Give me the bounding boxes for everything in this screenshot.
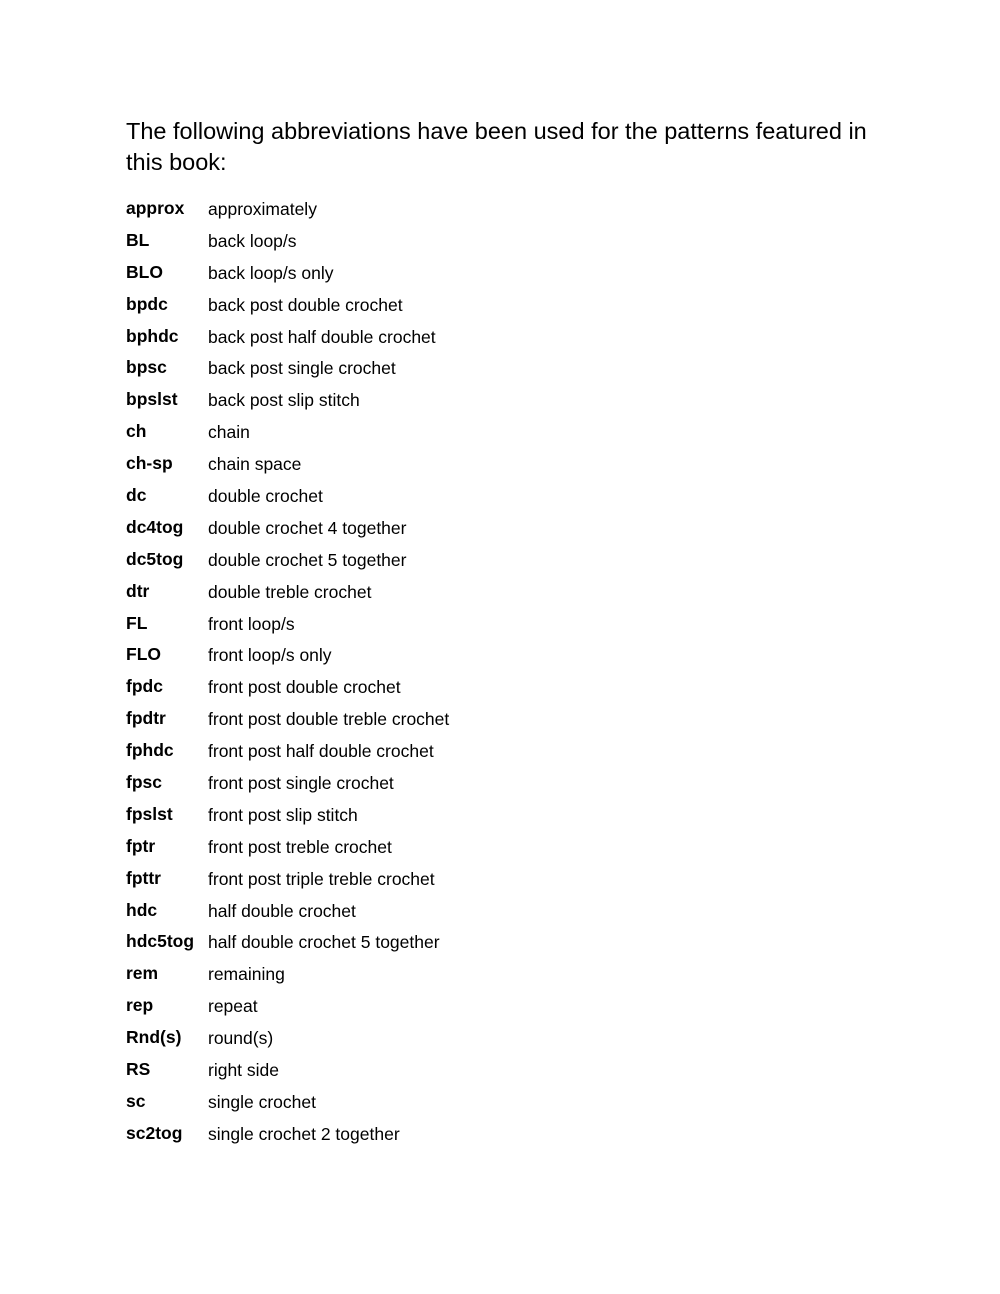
abbreviation-term: rem <box>126 963 159 984</box>
abbreviation-term: hdc5tog <box>126 931 195 952</box>
abbreviation-meaning: half double crochet <box>208 900 356 921</box>
abbreviation-meaning: back loop/s <box>208 230 297 251</box>
abbreviation-row <box>126 486 886 518</box>
abbreviation-meaning: front post double crochet <box>208 677 401 698</box>
abbreviation-term: fpslst <box>126 803 173 824</box>
abbreviation-term: RS <box>126 1059 151 1080</box>
abbreviation-row <box>126 677 886 709</box>
abbreviation-term: rep <box>126 995 154 1016</box>
abbreviation-meaning: chain <box>208 422 250 443</box>
abbreviation-row <box>126 837 886 869</box>
abbreviation-meaning: single crochet 2 together <box>208 1123 400 1144</box>
abbreviation-row <box>126 932 886 964</box>
abbreviation-meaning: single crochet <box>208 1091 316 1112</box>
abbreviation-term: fptr <box>126 835 156 856</box>
abbreviation-term: fpsc <box>126 772 162 793</box>
abbreviation-row <box>126 1092 886 1124</box>
abbreviation-list <box>126 199 886 1156</box>
abbreviation-row <box>126 1060 886 1092</box>
abbreviation-row <box>126 614 886 646</box>
abbreviation-row <box>126 773 886 805</box>
document-page <box>126 116 886 1156</box>
abbreviation-row <box>126 996 886 1028</box>
abbreviation-meaning: right side <box>208 1060 280 1081</box>
abbreviation-row <box>126 805 886 837</box>
abbreviation-meaning: front post double treble crochet <box>208 709 450 730</box>
abbreviation-term: ch <box>126 421 147 442</box>
abbreviation-term: FL <box>126 612 148 633</box>
abbreviation-meaning: double crochet 4 together <box>208 517 407 538</box>
abbreviation-term: ch-sp <box>126 453 173 474</box>
abbreviation-term: bpslst <box>126 389 178 410</box>
abbreviation-meaning: double crochet 5 together <box>208 549 407 570</box>
abbreviation-term: fpttr <box>126 867 161 888</box>
abbreviation-meaning: half double crochet 5 together <box>208 932 440 953</box>
abbreviation-row <box>126 741 886 773</box>
abbreviation-meaning: front post triple treble crochet <box>208 868 435 889</box>
abbreviation-meaning: remaining <box>208 964 285 985</box>
abbreviation-meaning: back post double crochet <box>208 294 403 315</box>
abbreviation-term: bphdc <box>126 325 179 346</box>
abbreviation-row <box>126 645 886 677</box>
abbreviation-term: dtr <box>126 580 150 601</box>
abbreviation-row <box>126 327 886 359</box>
abbreviation-row <box>126 231 886 263</box>
abbreviation-term: bpsc <box>126 357 167 378</box>
abbreviation-term: fphdc <box>126 740 174 761</box>
abbreviation-row <box>126 901 886 933</box>
abbreviation-term: sc <box>126 1090 146 1111</box>
abbreviation-term: Rnd(s) <box>126 1027 182 1048</box>
abbreviation-term: dc <box>126 485 147 506</box>
abbreviation-row <box>126 295 886 327</box>
abbreviation-meaning: front loop/s only <box>208 645 332 666</box>
abbreviation-meaning: front post single crochet <box>208 773 394 794</box>
abbreviation-meaning: back post slip stitch <box>208 390 360 411</box>
abbreviation-term: dc5tog <box>126 548 184 569</box>
abbreviation-term: approx <box>126 198 185 218</box>
abbreviation-row <box>126 454 886 486</box>
abbreviation-row <box>126 518 886 550</box>
abbreviation-meaning: front post slip stitch <box>208 804 358 825</box>
abbreviation-row <box>126 358 886 390</box>
abbreviation-term: hdc <box>126 899 158 920</box>
abbreviation-row <box>126 582 886 614</box>
abbreviation-meaning: back post single crochet <box>208 358 396 379</box>
abbreviation-row <box>126 390 886 422</box>
abbreviation-term: dc4tog <box>126 516 184 537</box>
abbreviation-meaning: repeat <box>208 996 258 1017</box>
abbreviation-term: bpdc <box>126 293 168 314</box>
abbreviation-row <box>126 964 886 996</box>
abbreviation-meaning: double treble crochet <box>208 581 372 602</box>
abbreviation-meaning: front loop/s <box>208 613 295 634</box>
intro-paragraph: The following abbreviations have been used for the patterns featured in this book: <box>126 118 867 175</box>
abbreviation-row <box>126 550 886 582</box>
abbreviation-meaning: double crochet <box>208 486 323 507</box>
abbreviation-term: BLO <box>126 261 163 282</box>
abbreviation-meaning: round(s) <box>208 1028 274 1049</box>
abbreviation-row <box>126 869 886 901</box>
abbreviation-row <box>126 199 886 231</box>
abbreviation-meaning: chain space <box>208 454 302 475</box>
abbreviation-meaning: back post half double crochet <box>208 326 436 347</box>
abbreviation-term: BL <box>126 229 150 250</box>
abbreviation-term: fpdtr <box>126 708 166 729</box>
abbreviation-term: fpdc <box>126 676 163 697</box>
abbreviation-row <box>126 263 886 295</box>
abbreviation-row <box>126 422 886 454</box>
abbreviation-meaning: front post treble crochet <box>208 836 392 857</box>
abbreviation-row <box>126 1124 886 1156</box>
abbreviation-meaning: approximately <box>208 199 317 219</box>
abbreviation-row <box>126 709 886 741</box>
abbreviation-term: sc2tog <box>126 1122 183 1143</box>
abbreviation-term: FLO <box>126 644 161 665</box>
abbreviation-meaning: front post half double crochet <box>208 741 434 762</box>
abbreviation-row <box>126 1028 886 1060</box>
abbreviation-meaning: back loop/s only <box>208 262 334 283</box>
